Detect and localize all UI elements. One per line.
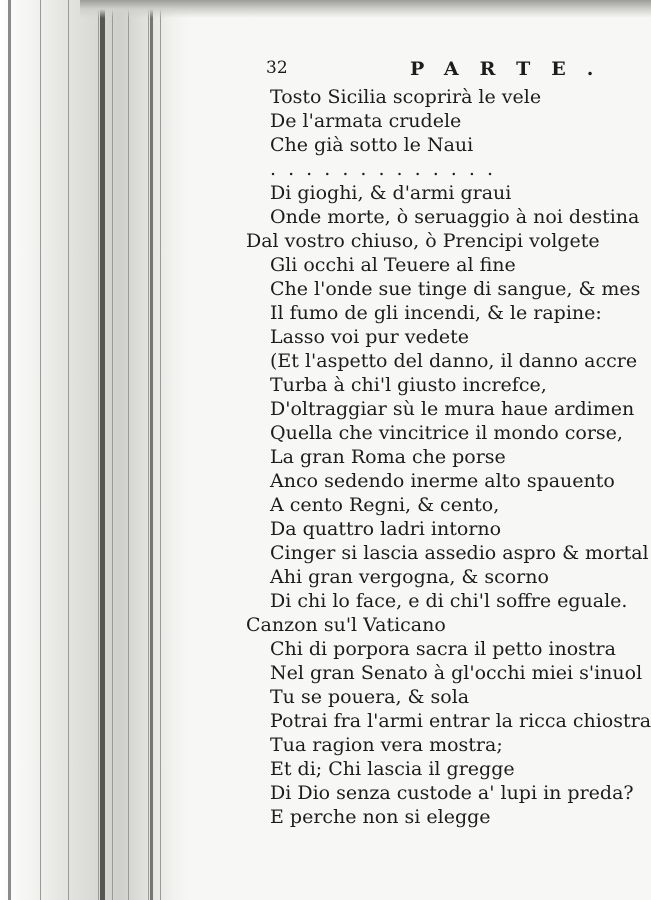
verse-line: Di chi lo face, e di chi'l soffre eguale. xyxy=(270,590,628,612)
page-header xyxy=(266,58,651,82)
verse-line: Potrai fra l'armi entrar la ricca chiostra xyxy=(270,710,651,732)
verse-line: Nel gran Senato à gl'occhi miei s'inuol xyxy=(270,662,643,684)
verse-line: Dal vostro chiuso, ò Prencipi volgete xyxy=(246,230,600,252)
verse-line: Tosto Sicilia scoprirà le vele xyxy=(270,86,542,108)
verse-line: Onde morte, ò seruaggio à noi destina xyxy=(270,206,640,228)
page-edge-line xyxy=(40,0,41,900)
verse-line: A cento Regni, & cento, xyxy=(270,494,500,516)
verse-line: Che già sotto le Naui xyxy=(270,134,474,156)
verse-line: De l'armata crudele xyxy=(270,110,462,132)
verse-line: E perche non si elegge xyxy=(270,806,491,828)
top-page-shadow xyxy=(80,0,651,18)
verse-line: Et di; Chi lascia il gregge xyxy=(270,758,515,780)
verse-line: Anco sedendo inerme alto spauento xyxy=(270,470,615,492)
verse-line: Lasso voi pur vedete xyxy=(270,326,469,348)
verse-line: . . . . . . . . . . . . . xyxy=(270,158,496,180)
page-edge-line xyxy=(98,0,99,900)
verse-line: Quella che vincitrice il mondo corse, xyxy=(270,422,623,444)
verse-line: Chi di porpora sacra il petto inostra xyxy=(270,638,616,660)
verse-line: La gran Roma che porse xyxy=(270,446,506,468)
verse-line: Tu se pouera, & sola xyxy=(270,686,470,708)
page-edge-line xyxy=(148,0,149,900)
verse-line: Gli occhi al Teuere al fine xyxy=(270,254,516,276)
binding-shadow xyxy=(8,0,11,900)
verse-line: Di Dio senza custode a' lupi in preda? xyxy=(270,782,634,804)
verse-line: D'oltraggiar sù le mura haue ardimen xyxy=(270,398,635,420)
page-edge-line xyxy=(160,0,161,900)
verse-line: Da quattro ladri intorno xyxy=(270,518,502,540)
verse-line: Canzon su'l Vaticano xyxy=(246,614,446,636)
page-number: 32 xyxy=(266,58,288,78)
verse-line: Il fumo de gli incendi, & le rapine: xyxy=(270,302,602,324)
binding-shadow xyxy=(150,0,153,900)
page-edge-line xyxy=(68,0,69,900)
verse-line: Di gioghi, & d'armi graui xyxy=(270,182,512,204)
page-edge-line xyxy=(128,0,129,900)
verse-line: Cinger si lascia assedio aspro & mortal xyxy=(270,542,649,564)
binding-shadow xyxy=(100,0,105,900)
verse-line: Ahi gran vergogna, & scorno xyxy=(270,566,549,588)
page-edge-line xyxy=(112,0,113,900)
book-gutter xyxy=(0,0,190,900)
verse-line: Tua ragion vera mostra; xyxy=(270,734,503,756)
verse-line: Che l'onde sue tinge di sangue, & mes xyxy=(270,278,641,300)
running-head: PARTE. xyxy=(410,58,615,80)
verse-line: (Et l'aspetto del danno, il danno accre xyxy=(270,350,638,372)
verse-line: Turba à chi'l giusto increfce, xyxy=(270,374,547,396)
